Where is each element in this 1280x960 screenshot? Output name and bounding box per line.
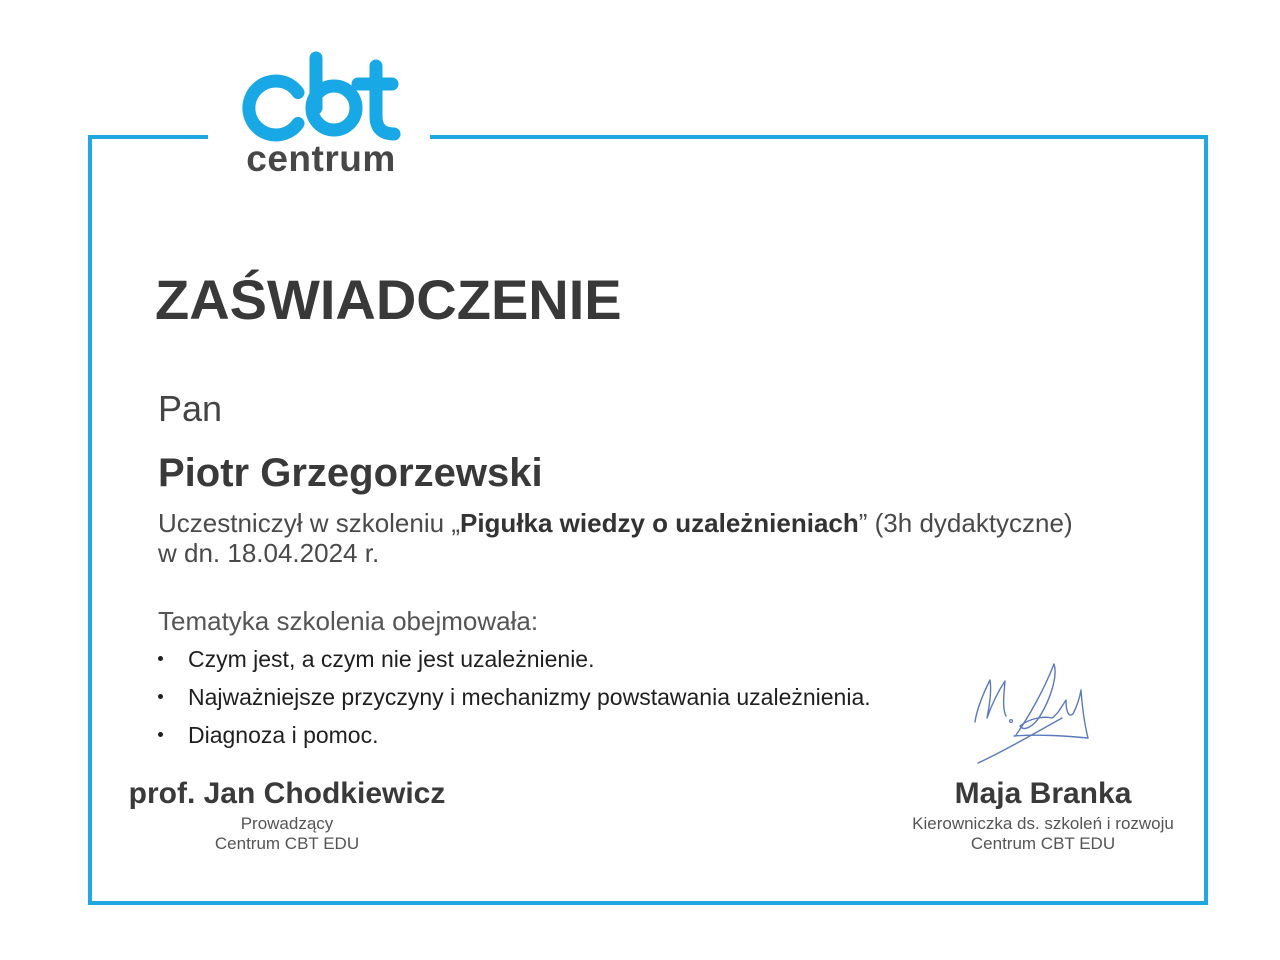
topics-heading: Tematyka szkolenia obejmowała: [158,606,539,636]
participation-suffix: ” (3h dydaktyczne) [858,508,1073,538]
signatory-role: Prowadzący [240,814,334,833]
signatory-manager [843,779,1243,859]
signatory-name: Maja Branka [954,777,1132,810]
salutation: Pan [158,388,223,429]
handwritten-signature [960,650,1100,775]
participation-line [158,508,1178,538]
topic-item [158,640,918,678]
topic-text: Najważniejsze przyczyny i mechanizmy powstawania uzależnienia. [188,684,871,710]
training-date: w dn. 18.04.2024 r. [158,538,380,568]
signatory-role: Kierowniczka ds. szkoleń i rozwoju [912,814,1174,833]
signatory-organization: Centrum CBT EDU [970,834,1116,853]
topic-item [158,716,918,754]
bullet-icon [158,732,163,737]
topic-text: Czym jest, a czym nie jest uzależnienie. [188,646,595,672]
topic-text: Diagnoza i pomoc. [188,722,379,748]
topic-item [158,678,918,716]
topics-list [158,640,918,754]
signatory-organization: Centrum CBT EDU [214,834,360,853]
participation-prefix: Uczestniczył w szkoleniu „ [158,508,460,538]
signatory-name: prof. Jan Chodkiewicz [128,777,446,810]
bullet-icon [158,694,163,699]
participation-statement [158,508,1178,568]
recipient-name: Piotr Grzegorzewski [158,451,543,495]
certificate-title: ZAŚWIADCZENIE [155,268,622,331]
signatory-instructor [87,779,487,859]
logo-wordmark: centrum [246,138,396,179]
course-name: Pigułka wiedzy o uzależnieniach [459,508,859,538]
bullet-icon [158,656,163,661]
cbt-centrum-logo [236,45,406,180]
cbt-logo-mark-icon [236,45,406,145]
